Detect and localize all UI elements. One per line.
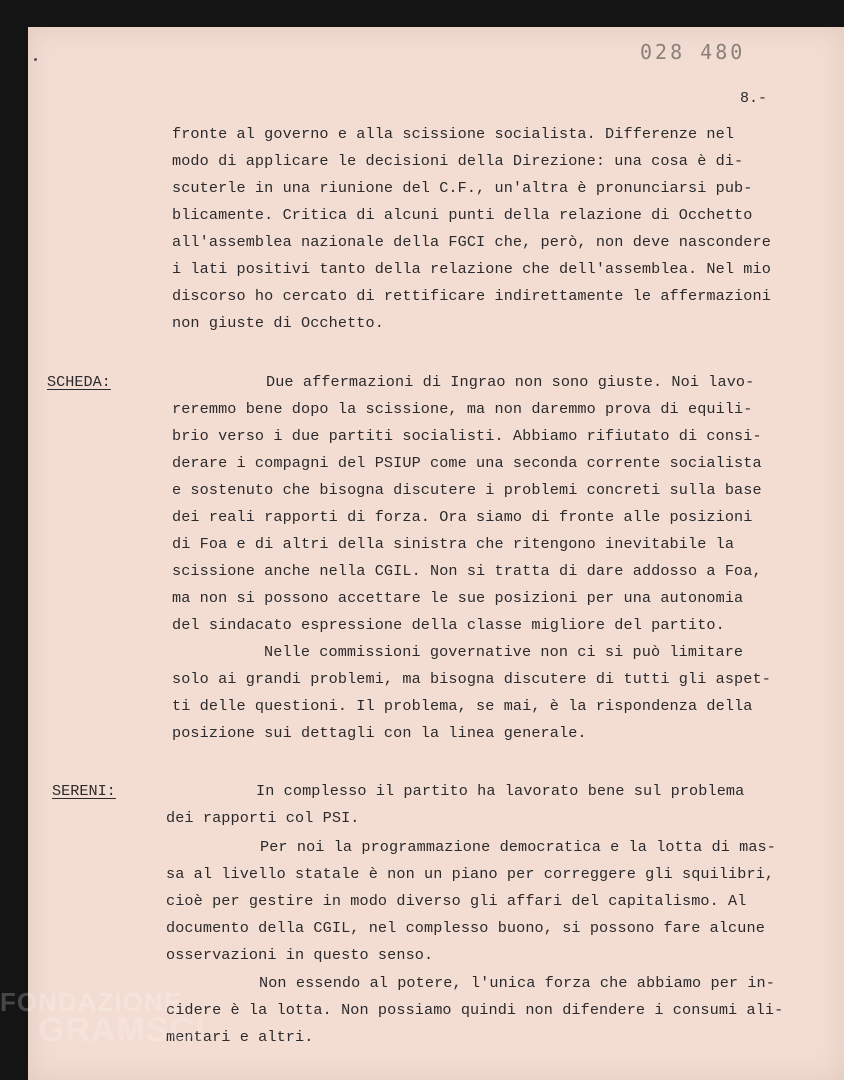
text-line: i lati positivi tanto della relazione che dell'assemblea. Nel mio	[172, 260, 771, 278]
text-line: all'assemblea nazionale della FGCI che, però, non deve nascondere	[172, 233, 771, 251]
text-line: blicamente. Critica di alcuni punti della relazione di Occhetto	[172, 206, 753, 224]
text-line: modo di applicare le decisioni della Direzione: una cosa è di-	[172, 152, 744, 170]
fondazione-gramsci-watermark	[0, 987, 206, 1049]
text-line: sa al livello statale è non un piano per correggere gli squilibri,	[166, 865, 775, 883]
text-line: di Foa e di altri della sinistra che ritengono inevitabile la	[172, 535, 735, 553]
text-line: Per noi la programmazione democratica e la lotta di mas-	[260, 838, 776, 856]
text-line: ma non si possono accettare le sue posizioni per una autonomia	[172, 589, 744, 607]
text-line: cidere è la lotta. Non possiamo quindi non difendere i consumi ali-	[166, 1001, 784, 1019]
page-number: 8.-	[740, 90, 768, 107]
text-line: posizione sui dettagli con la linea generale.	[172, 724, 587, 742]
text-line: In complesso il partito ha lavorato bene sul problema	[256, 782, 745, 800]
text-line: ti delle questioni. Il problema, se mai, è la rispondenza della	[172, 697, 753, 715]
text-line: mentari e altri.	[166, 1028, 314, 1046]
speaker-label-scheda: SCHEDA:	[47, 373, 111, 391]
text-line: brio verso i due partiti socialisti. Abbiamo rifiutato di consi-	[172, 427, 762, 445]
text-line: scuterle in una riunione del C.F., un'altra è pronunciarsi pub-	[172, 179, 753, 197]
text-line: solo ai grandi problemi, ma bisogna discutere di tutti gli aspet-	[172, 670, 771, 688]
scan-speck	[34, 58, 37, 61]
text-line: osservazioni in questo senso.	[166, 946, 434, 964]
text-line: reremmo bene dopo la scissione, ma non daremmo prova di equili-	[172, 400, 753, 418]
text-line: e sostenuto che bisogna discutere i problemi concreti sulla base	[172, 481, 762, 499]
text-line: non giuste di Occhetto.	[172, 314, 384, 332]
text-line: discorso ho cercato di rettificare indirettamente le affermazioni	[172, 287, 771, 305]
text-line: cioè per gestire in modo diverso gli affari del capitalismo. Al	[166, 892, 747, 910]
text-line: Nelle commissioni governative non ci si può limitare	[264, 643, 744, 661]
speaker-label-sereni: SERENI:	[52, 782, 116, 800]
text-line: scissione anche nella CGIL. Non si tratta di dare addosso a Foa,	[172, 562, 762, 580]
archive-number: 028 480	[640, 40, 746, 64]
text-line: dei rapporti col PSI.	[166, 809, 360, 827]
text-line: fronte al governo e alla scissione socialista. Differenze nel	[172, 125, 735, 143]
text-line: Non essendo al potere, l'unica forza che abbiamo per in-	[259, 974, 775, 992]
text-line: documento della CGIL, nel complesso buono, si possono fare alcune	[166, 919, 765, 937]
watermark-line-2: GRAMSCI	[38, 1011, 206, 1049]
text-line: Due affermazioni di Ingrao non sono giuste. Noi lavo-	[266, 373, 755, 391]
text-line: del sindacato espressione della classe migliore del partito.	[172, 616, 725, 634]
text-line: dei reali rapporti di forza. Ora siamo di fronte alle posizioni	[172, 508, 753, 526]
watermark-line-1: FONDAZIONE	[0, 987, 182, 1017]
text-line: derare i compagni del PSIUP come una seconda corrente socialista	[172, 454, 762, 472]
